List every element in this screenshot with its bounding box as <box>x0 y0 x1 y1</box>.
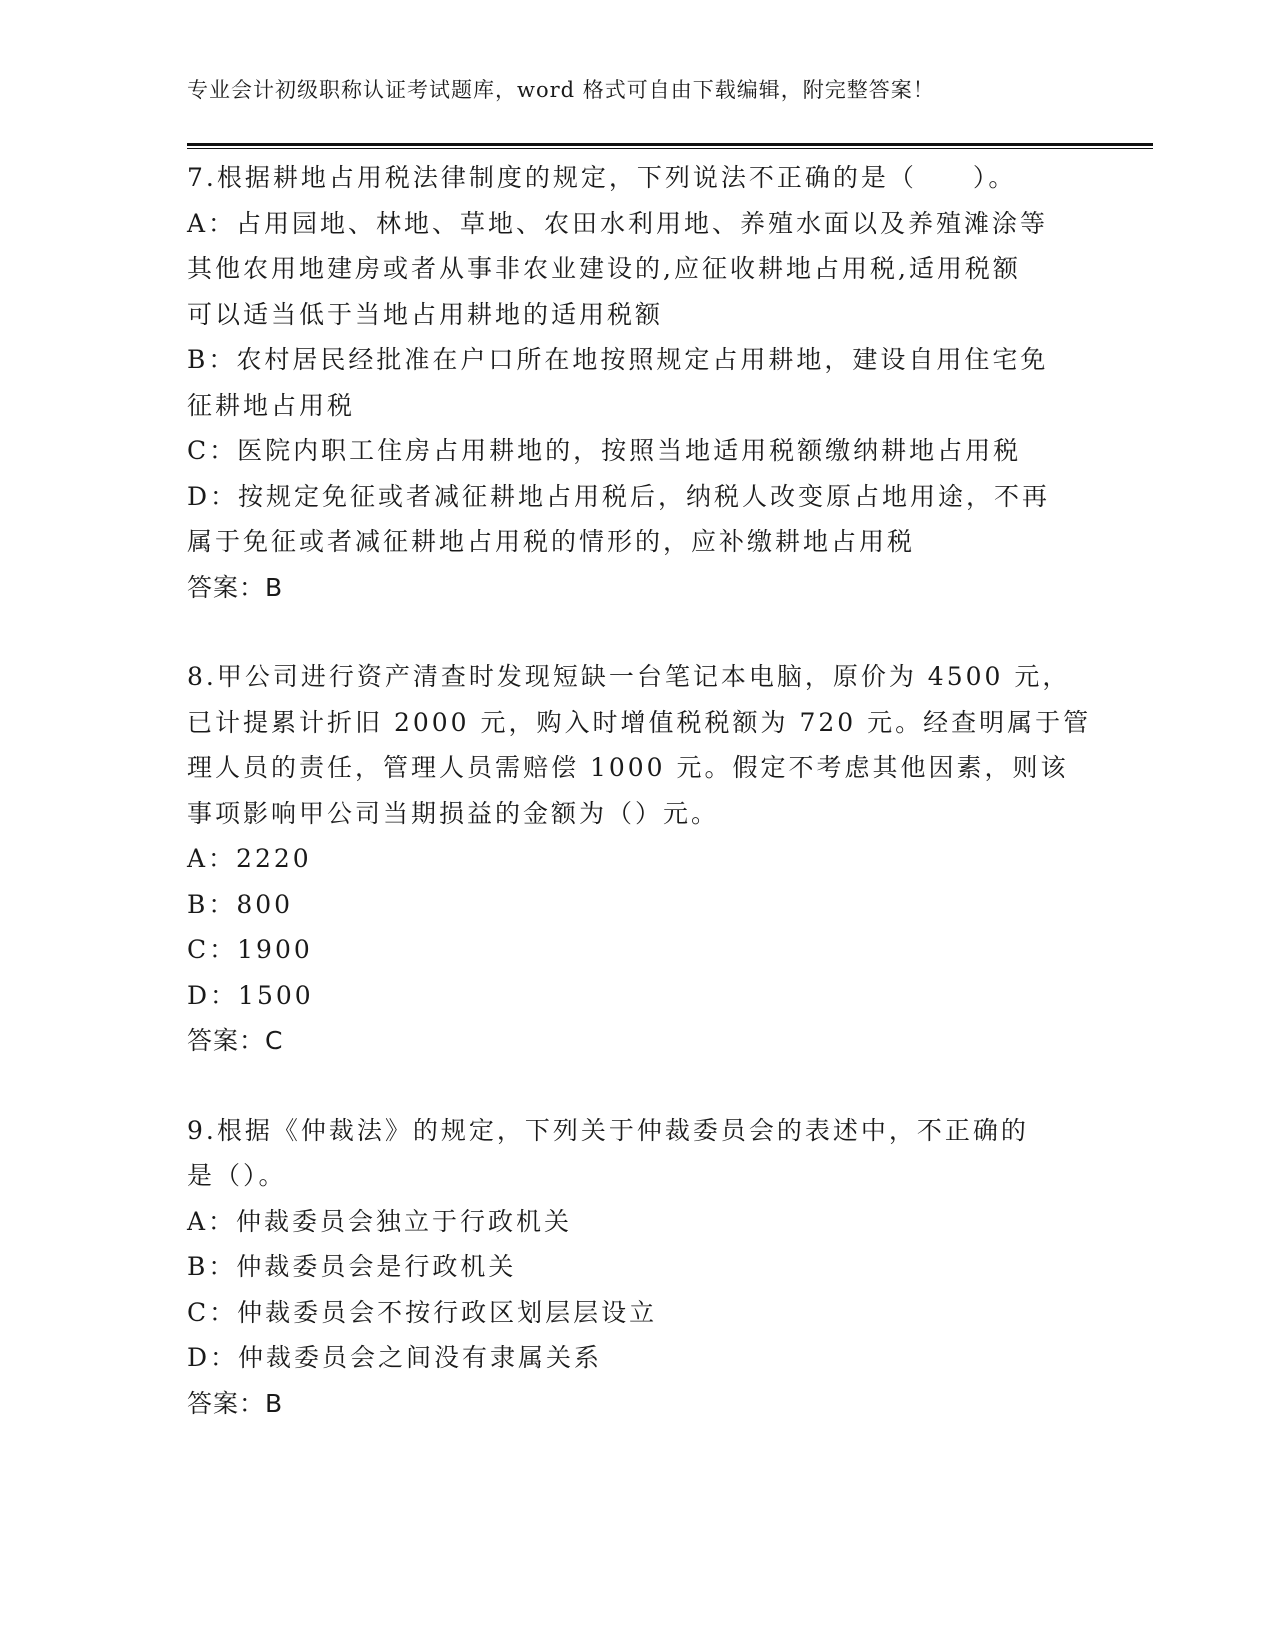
question-text-continued: 事项影响甲公司当期损益的金额为（）元。 <box>187 798 720 828</box>
answer-label: 答案：C <box>187 1026 284 1055</box>
question-text: 9.根据《仲裁法》的规定，下列关于仲裁委员会的表述中，不正确的 <box>187 1115 1029 1145</box>
option-b: B：农村居民经批准在户口所在地按照规定占用耕地，建设自用住宅免 <box>187 345 1049 374</box>
question-7 <box>187 155 1087 610</box>
option-b: B：仲裁委员会是行政机关 <box>187 1252 517 1281</box>
option-b: B：800 <box>187 889 294 919</box>
question-text-continued: 是（）。 <box>187 1161 287 1190</box>
option-c: C：仲裁委员会不按行政区划层层设立 <box>187 1297 658 1327</box>
option-b-continued: 征耕地占用税 <box>187 390 356 420</box>
question-text: 7.根据耕地占用税法律制度的规定，下列说法不正确的是（ ）。 <box>187 163 1017 192</box>
question-list <box>187 155 1092 1426</box>
option-a-continued: 可以适当低于当地占用耕地的适用税额 <box>187 299 664 329</box>
option-c: C：1900 <box>187 935 313 964</box>
option-d-continued: 属于免征或者减征耕地占用税的情形的，应补缴耕地占用税 <box>187 527 916 556</box>
divider-thick-line <box>187 143 1153 146</box>
question-text-continued: 理人员的责任，管理人员需赔偿 1000 元。假定不考虑其他因素，则该 <box>187 753 1069 782</box>
option-a: A：仲裁委员会独立于行政机关 <box>187 1206 573 1236</box>
divider-thin-line <box>187 148 1153 149</box>
question-text: 8.甲公司进行资产清查时发现短缺一台笔记本电脑，原价为 4500 元， <box>187 662 1071 691</box>
question-text-continued: 已计提累计折旧 2000 元，购入时增值税税额为 720 元。经查明属于管 <box>187 707 1092 737</box>
option-d: D：仲裁委员会之间没有隶属关系 <box>187 1343 603 1372</box>
question-9 <box>187 1108 1087 1427</box>
option-c: C：医院内职工住房占用耕地的，按照当地适用税额缴纳耕地占用税 <box>187 436 1022 465</box>
option-d: D：按规定免征或者减征耕地占用税后，纳税人改变原占地用途，不再 <box>187 481 1051 511</box>
question-8 <box>187 654 1092 1064</box>
header-divider <box>187 143 1153 150</box>
option-a-continued: 其他农用地建房或者从事非农业建设的,应征收耕地占用税,适用税额 <box>187 254 1021 283</box>
option-a: A：2220 <box>187 844 312 873</box>
option-d: D：1500 <box>187 980 314 1010</box>
option-a: A：占用园地、林地、草地、农田水利用地、养殖水面以及养殖滩涂等 <box>187 208 1049 238</box>
answer-label: 答案：B <box>187 572 284 602</box>
answer-label: 答案：B <box>187 1388 284 1418</box>
page-header: 专业会计初级职称认证考试题库，word 格式可自由下载编辑，附完整答案！ <box>187 78 935 102</box>
